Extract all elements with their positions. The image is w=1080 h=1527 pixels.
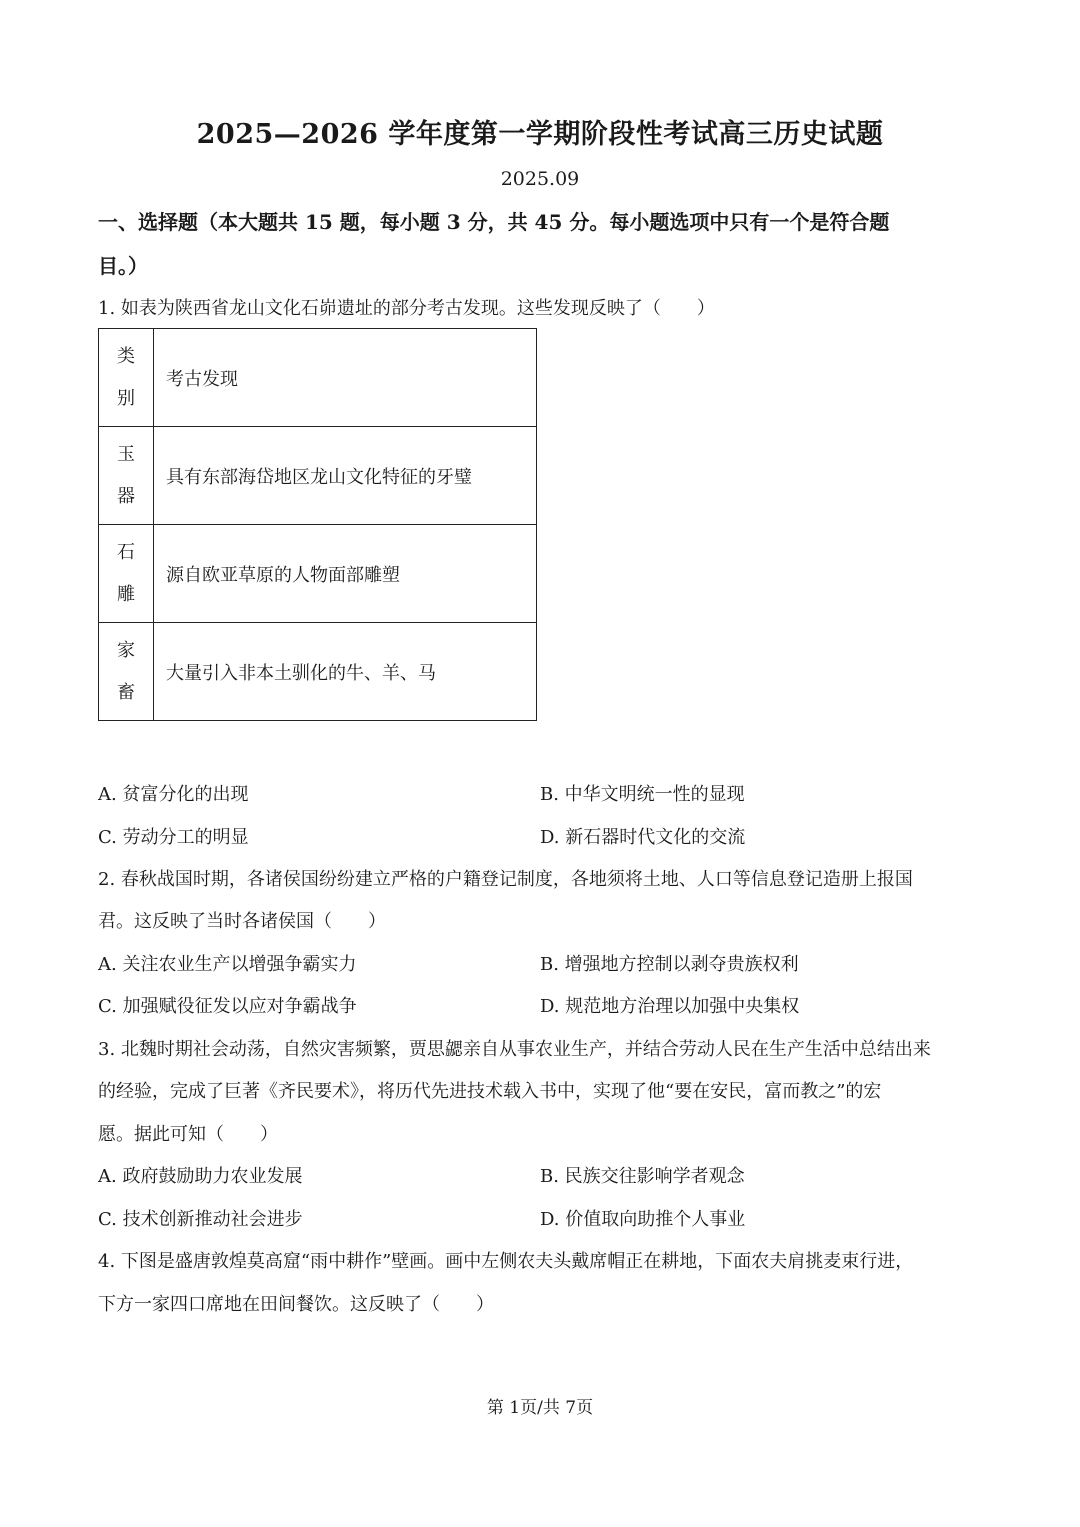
q2-option-b: B. 增强地方控制以剥夺贵族权利 [540, 954, 799, 975]
q1-option-d: D. 新石器时代文化的交流 [540, 827, 746, 848]
table-row [99, 623, 537, 721]
table-row [99, 525, 537, 623]
q2-stem-line2: 君。这反映了当时各诸侯国（ ） [98, 911, 386, 932]
q4-stem-line1: 4. 下图是盛唐敦煌莫高窟“雨中耕作”壁画。画中左侧农夫头戴席帽正在耕地，下面农夫肩挑麦束行进， [98, 1251, 914, 1272]
q3-stem-line2: 的经验，完成了巨著《齐民要术》，将历代先进技术载入书中，实现了他“要在安民，富而教之”的宏 [98, 1081, 882, 1102]
q1-option-b: B. 中华文明统一性的显现 [540, 784, 745, 805]
q1-stem: 1. 如表为陕西省龙山文化石峁遗址的部分考古发现。这些发现反映了（ ） [98, 298, 715, 319]
q4-stem-line2: 下方一家四口席地在田间餐饮。这反映了（ ） [98, 1294, 494, 1315]
q3-option-c: C. 技术创新推动社会进步 [98, 1209, 303, 1230]
q2-option-d: D. 规范地方治理以加强中央集权 [540, 996, 800, 1017]
table-cell-description: 具有东部海岱地区龙山文化特征的牙璧 [154, 427, 537, 525]
q2-option-a: A. 关注农业生产以增强争霸实力 [98, 954, 357, 975]
section-heading-line2: 目。） [98, 254, 148, 278]
table-row [99, 427, 537, 525]
table-cell-description: 源自欧亚草原的人物面部雕塑 [154, 525, 537, 623]
table-cell-category: 石 雕 [99, 525, 154, 623]
q1-option-c: C. 劳动分工的明显 [98, 827, 249, 848]
table-cell-category: 类 别 [99, 329, 154, 427]
q1-option-a: A. 贫富分化的出现 [98, 784, 249, 805]
q3-option-b: B. 民族交往影响学者观念 [540, 1166, 745, 1187]
table-cell-description: 考古发现 [154, 329, 537, 427]
section-heading-line1: 一、选择题（本大题共 15 题，每小题 3 分，共 45 分。每小题选项中只有一个是符合题 [98, 210, 890, 234]
table-cell-category: 玉 器 [99, 427, 154, 525]
q3-stem-line1: 3. 北魏时期社会动荡，自然灾害频繁，贾思勰亲自从事农业生产，并结合劳动人民在生产生活中总结出来 [98, 1039, 931, 1060]
exam-date: 2025.09 [500, 168, 580, 190]
q3-option-a: A. 政府鼓励助力农业发展 [98, 1166, 303, 1187]
table-cell-description: 大量引入非本土驯化的牛、羊、马 [154, 623, 537, 721]
q2-stem-line1: 2. 春秋战国时期，各诸侯国纷纷建立严格的户籍登记制度，各地须将土地、人口等信息登记造册上报国 [98, 869, 913, 890]
table-cell-category: 家 畜 [99, 623, 154, 721]
q2-option-c: C. 加强赋役征发以应对争霸战争 [98, 996, 357, 1017]
page-number: 第 1页/共 7页 [486, 1398, 594, 1418]
table-row [99, 329, 537, 427]
page-title: 2025—2026 学年度第一学期阶段性考试高三历史试题 [196, 119, 884, 150]
q3-stem-line3: 愿。据此可知（ ） [98, 1124, 278, 1145]
q3-option-d: D. 价值取向助推个人事业 [540, 1209, 746, 1230]
archaeology-table [98, 328, 537, 721]
